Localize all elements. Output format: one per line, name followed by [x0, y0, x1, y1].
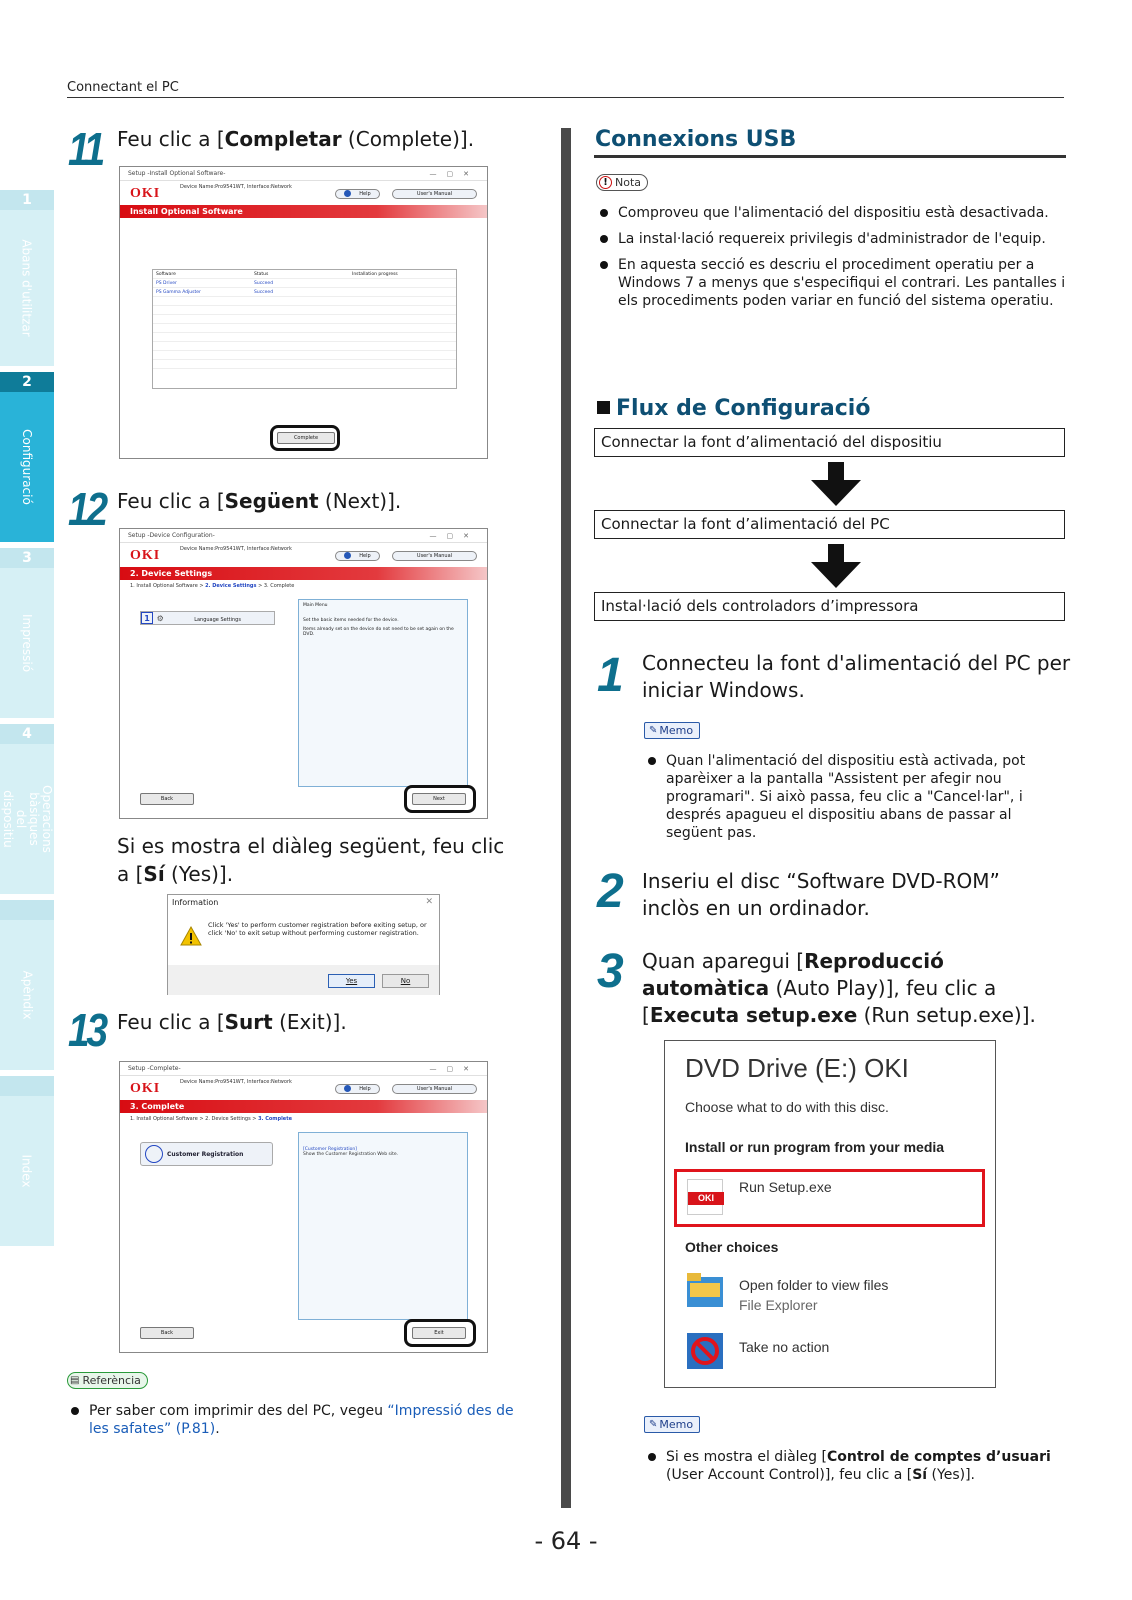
next-button[interactable]: Next	[412, 793, 466, 805]
list-item: En aquesta secció es descriu el procediment operatiu per a Windows 7 a menys que s'especifiqui el contrari. Les pantalles i els procediments poden variar en funció del sistema operatiu.	[596, 256, 1066, 310]
window-controls: —▢✕	[429, 532, 479, 540]
panel-text: [Customer Registration]	[303, 1147, 357, 1152]
text-fragment: Feu clic a [	[117, 127, 225, 151]
table-row	[153, 288, 456, 297]
exclamation-icon: !	[599, 176, 612, 189]
window-controls: —▢✕	[429, 1065, 479, 1073]
bold-fragment: Sí	[912, 1467, 928, 1483]
table-row	[153, 279, 456, 288]
step-3-text	[642, 948, 1072, 1029]
side-tab-number: 1	[0, 190, 54, 210]
reference-list	[67, 1402, 537, 1446]
window-titlebar	[120, 529, 487, 543]
text-fragment: (Yes)].	[164, 862, 234, 886]
column-header: Software	[156, 271, 176, 277]
brand-header	[120, 181, 487, 205]
text-fragment: Si es mostra el diàleg [	[666, 1449, 827, 1465]
step-number-12: 12	[68, 483, 105, 535]
button-name: Següent	[224, 489, 319, 513]
oki-logo: OKI	[130, 186, 161, 201]
crumb-current: 2. Device Settings	[205, 583, 257, 589]
language-settings-item[interactable]	[140, 611, 275, 625]
window-title: Setup -Device Configuration-	[128, 532, 215, 539]
window-titlebar	[120, 1062, 487, 1076]
device-name: Device Name:Pro9541WT, Interface:Network	[180, 184, 292, 190]
dialog-intro-text	[117, 832, 504, 888]
tag-label: Memo	[659, 1418, 694, 1431]
text-fragment: (User Account Control)], feu clic a [	[666, 1467, 913, 1483]
text-fragment: Quan aparegui [	[642, 949, 805, 973]
tag-label: Nota	[615, 176, 642, 189]
help-label: Help	[359, 553, 371, 559]
bold-fragment: Reproducció automàtica	[642, 949, 944, 1000]
dialog-title: Information	[172, 898, 219, 907]
information-dialog	[167, 894, 440, 995]
step-number-3: 3	[597, 945, 624, 998]
down-arrow-icon	[811, 462, 861, 506]
list-item: La instal·lació requereix privilegis d'administrador de l'equip.	[596, 230, 1066, 248]
device-name: Device Name:Pro9541WT, Interface:Network	[180, 1079, 292, 1085]
yes-button[interactable]: Yes	[328, 974, 375, 988]
back-button[interactable]: Back	[140, 793, 194, 805]
help-label: Help	[359, 1086, 371, 1092]
crumb-current: 3. Complete	[258, 1116, 292, 1122]
down-arrow-icon	[811, 544, 861, 588]
no-button[interactable]: No	[382, 974, 429, 988]
step-13-text	[117, 1008, 347, 1036]
item-label: Customer Registration	[167, 1151, 244, 1158]
no-action-icon	[687, 1333, 723, 1369]
note-list	[596, 204, 1066, 318]
page-header	[67, 80, 1064, 98]
text-fragment: Feu clic a [	[117, 1010, 225, 1034]
side-tab-label: Abans d'utilitzar	[20, 239, 34, 337]
table-cell: Succeed	[254, 280, 274, 286]
section-title: Connectant el PC	[67, 80, 179, 95]
breadcrumb	[120, 1113, 487, 1125]
item-label: Language Settings	[194, 617, 241, 623]
side-tab-number	[0, 1076, 54, 1096]
panel-text: Set the basic items needed for the device.	[303, 618, 399, 623]
globe-icon	[145, 1145, 163, 1163]
side-tab-number: 2	[0, 372, 54, 392]
step-number-2: 2	[597, 865, 624, 918]
open-folder-option[interactable]: Open folder to view files	[739, 1277, 889, 1293]
heading-rule	[594, 155, 1066, 158]
window-title: Setup -Complete-	[128, 1065, 181, 1072]
side-tab-number: 3	[0, 548, 54, 568]
help-button[interactable]	[335, 189, 380, 199]
screenshot-complete	[119, 1061, 488, 1353]
step-1-text: Connecteu la font d'alimentació del PC per iniciar Windows.	[642, 651, 1071, 702]
usb-heading: Connexions USB	[595, 127, 797, 152]
autoplay-screenshot	[664, 1040, 996, 1388]
warning-icon	[180, 926, 202, 946]
panel-text: Show the Customer Registration Web site.	[303, 1152, 399, 1157]
table-row	[153, 306, 456, 315]
table-row	[153, 315, 456, 324]
breadcrumb	[120, 580, 487, 592]
help-button[interactable]	[335, 551, 380, 561]
help-button[interactable]	[335, 1084, 380, 1094]
flow-step-1: Connectar la font d’alimentació del dispositiu	[594, 428, 1065, 457]
step-12-text	[117, 487, 401, 515]
brand-header	[120, 1076, 487, 1100]
users-manual-button[interactable]: User's Manual	[392, 551, 477, 561]
memo-tag	[644, 1416, 700, 1433]
reference-link[interactable]: “Impressió des de les safates” (P.81)	[89, 1403, 514, 1437]
button-name: Sí	[143, 862, 165, 886]
text-fragment: (Run setup.exe)].	[857, 1003, 1036, 1027]
text-fragment: Per saber com imprimir des del PC, vegeu	[89, 1403, 388, 1419]
column-header: Installation progress	[352, 271, 398, 277]
memo-list	[644, 752, 1066, 850]
table-cell: PS Gamma Adjuster	[156, 289, 201, 295]
bold-fragment: Executa setup.exe	[649, 1003, 858, 1027]
text-line	[117, 860, 504, 888]
list-item: Comproveu que l'alimentació del dispositiu està desactivada.	[596, 204, 1066, 222]
table-row	[153, 333, 456, 342]
section-bar: 3. Complete	[120, 1100, 487, 1113]
square-bullet	[597, 401, 610, 414]
crumb-part: > 3. Complete	[256, 583, 295, 589]
highlight-ring	[404, 785, 476, 813]
button-name: Surt	[224, 1010, 273, 1034]
step-2-text: Inseriu el disc “Software DVD-ROM” inclòs en un ordinador.	[642, 869, 1000, 920]
screenshot-install-optional-software	[119, 166, 488, 459]
dialog-message: Click 'Yes' to perform customer registration before exiting setup, or click 'No' to exit setup without performing customer registration.	[208, 921, 427, 937]
list-item	[644, 1448, 1066, 1484]
table-row	[153, 360, 456, 369]
side-tab-label: Configuració	[20, 429, 35, 505]
bold-fragment: Control de comptes d’usuari	[826, 1449, 1051, 1465]
side-tab-3[interactable]	[0, 548, 54, 718]
table-row	[153, 351, 456, 360]
step-number-13: 13	[68, 1004, 105, 1056]
column-divider	[561, 128, 571, 1508]
heading-text: Flux de Configuració	[616, 396, 871, 421]
table-cell: Succeed	[254, 289, 274, 295]
book-icon: ▤	[70, 1375, 80, 1386]
highlight-ring	[270, 425, 340, 451]
oki-logo: OKI	[130, 1081, 161, 1096]
crumb-part: 1. Install Optional Software > 2. Device Settings >	[130, 1116, 259, 1122]
autoplay-subtitle: Choose what to do with this disc.	[685, 1099, 889, 1115]
side-tab-label: Apèndix	[20, 970, 34, 1020]
side-tab-label: Index	[19, 1154, 34, 1188]
device-name: Device Name:Pro9541WT, Interface:Network	[180, 546, 292, 552]
side-tab-index[interactable]	[0, 1076, 54, 1246]
autoplay-section-other: Other choices	[685, 1239, 779, 1255]
software-table	[152, 269, 457, 389]
text-fragment: (Auto Play)], feu clic a [	[642, 976, 997, 1027]
autoplay-section-install: Install or run program from your media	[685, 1139, 945, 1155]
autoplay-title: DVD Drive (E:) OKI	[685, 1053, 909, 1083]
tag-label: Memo	[659, 724, 694, 737]
customer-registration-button[interactable]	[140, 1142, 273, 1166]
take-no-action-option[interactable]: Take no action	[739, 1339, 830, 1355]
side-tab-label: Impressió	[20, 613, 35, 673]
users-manual-button[interactable]: User's Manual	[392, 1084, 477, 1094]
side-tab-number: 4	[0, 724, 54, 744]
oki-icon	[687, 1179, 723, 1215]
page-number: - 64 -	[534, 1527, 598, 1555]
crumb-part: 1. Install Optional Software >	[130, 583, 206, 589]
window-title: Setup -Install Optional Software-	[128, 170, 226, 177]
help-icon	[344, 1085, 351, 1092]
language-icon: ⚙	[156, 614, 164, 623]
table-cell: PS Driver	[156, 280, 177, 286]
screenshot-device-configuration	[119, 528, 488, 819]
run-setup-option[interactable]: Run Setup.exe	[739, 1179, 832, 1195]
pencil-icon: ✎	[649, 1419, 658, 1430]
complete-button[interactable]: Complete	[277, 432, 335, 444]
icon-text: OKI	[688, 1192, 724, 1205]
window-titlebar	[120, 167, 487, 181]
main-menu-panel	[298, 599, 468, 787]
side-tab-appendix[interactable]	[0, 900, 54, 1070]
text-fragment: (Yes)].	[927, 1467, 975, 1483]
item-number: 1	[141, 612, 153, 624]
text-line: Si es mostra el diàleg següent, feu clic	[117, 834, 505, 858]
tag-label: Referència	[82, 1374, 141, 1387]
table-row	[153, 342, 456, 351]
flow-heading	[597, 396, 870, 421]
close-icon[interactable]: ✕	[425, 897, 433, 907]
note-tag	[596, 174, 648, 191]
help-icon	[344, 552, 351, 559]
users-manual-button[interactable]: User's Manual	[392, 189, 477, 199]
table-row	[153, 324, 456, 333]
text-fragment: (Complete)].	[341, 127, 475, 151]
help-icon	[344, 190, 351, 197]
text-fragment: Feu clic a [	[117, 489, 225, 513]
back-button[interactable]: Back	[140, 1327, 194, 1339]
button-name: Completar	[224, 127, 342, 151]
text-fragment: (Next)].	[318, 489, 402, 513]
brand-header	[120, 543, 487, 567]
window-controls: —▢✕	[429, 170, 479, 178]
memo-list	[644, 1448, 1066, 1492]
reference-tag	[67, 1372, 148, 1389]
text-fragment: a [	[117, 862, 144, 886]
file-explorer-label: File Explorer	[739, 1297, 818, 1313]
side-tab-4[interactable]	[0, 724, 54, 894]
oki-logo: OKI	[130, 548, 161, 563]
highlight-ring	[404, 1319, 476, 1347]
side-tab-2[interactable]	[0, 372, 54, 542]
panel-text: Items already set on the device do not need to be set again on the DVD.	[303, 627, 454, 637]
column-header: Status	[254, 271, 269, 277]
memo-tag	[644, 722, 700, 739]
side-tab-1[interactable]	[0, 190, 54, 366]
panel-title: Main Menu	[303, 603, 328, 608]
step-number-11: 11	[68, 123, 102, 175]
section-bar: Install Optional Software	[120, 205, 487, 218]
list-item	[67, 1402, 537, 1438]
flow-step-2: Connectar la font d’alimentació del PC	[594, 510, 1065, 539]
step-number-1: 1	[597, 649, 624, 702]
side-tab-number	[0, 900, 54, 920]
text-fragment: (Exit)].	[272, 1010, 347, 1034]
table-header	[153, 270, 456, 279]
info-panel	[298, 1132, 468, 1320]
help-label: Help	[359, 191, 371, 197]
flow-step-3: Instal·lació dels controladors d’impressora	[594, 592, 1065, 621]
section-bar: 2. Device Settings	[120, 567, 487, 580]
pencil-icon: ✎	[649, 725, 658, 736]
table-row	[153, 297, 456, 306]
folder-icon	[687, 1273, 723, 1307]
text-fragment: .	[215, 1421, 220, 1437]
exit-button[interactable]: Exit	[412, 1327, 466, 1339]
side-tab-label: Operacions bàsiques del dispositiu	[1, 785, 54, 853]
step-11-text	[117, 125, 474, 153]
list-item: Quan l'alimentació del dispositiu està activada, pot aparèixer a la pantalla "Assistent per afegir nou programari". Si això passa, feu clic a "Cancel·lar", i després apagueu el dispositiu abans de passar al següent pas.	[644, 752, 1066, 842]
